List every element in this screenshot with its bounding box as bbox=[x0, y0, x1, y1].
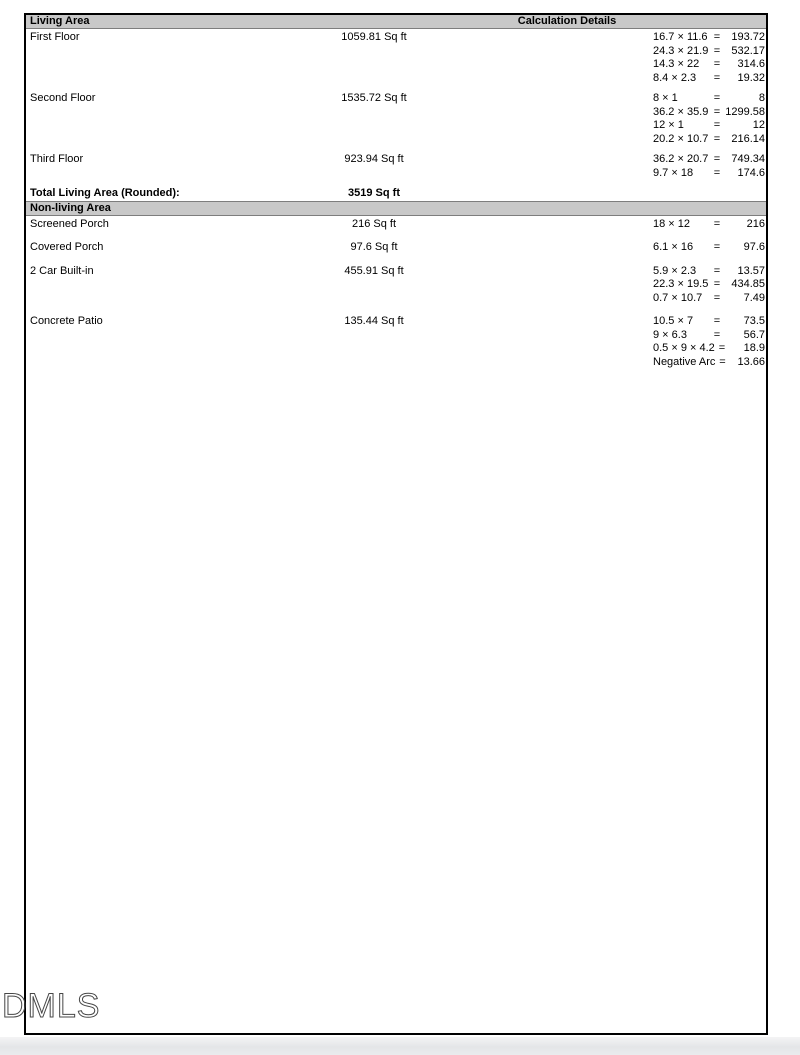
entry-area: 455.91 Sq ft bbox=[344, 264, 404, 277]
section-title: Living Area bbox=[30, 15, 90, 27]
entry-row bbox=[26, 265, 766, 306]
equals-sign: = bbox=[713, 44, 721, 57]
equals-sign: = bbox=[713, 264, 721, 277]
calc-result: 532.17 bbox=[731, 44, 765, 57]
dmls-watermark-text: DMLS bbox=[2, 987, 101, 1025]
entry-row bbox=[26, 241, 766, 255]
equals-sign: = bbox=[713, 119, 721, 131]
calc-expression: 14.3 × 22 bbox=[653, 58, 700, 70]
calc-line bbox=[653, 292, 765, 306]
calc-lines bbox=[653, 153, 765, 180]
equals-sign: = bbox=[713, 153, 721, 165]
calc-line bbox=[653, 167, 765, 181]
calc-result: 174.6 bbox=[737, 166, 765, 179]
equals-sign: = bbox=[713, 71, 721, 84]
entry-area: 923.94 Sq ft bbox=[344, 153, 404, 165]
calc-result: 18.9 bbox=[743, 342, 765, 354]
equals-sign: = bbox=[713, 291, 721, 304]
calc-expression: 9.7 × 18 bbox=[653, 166, 694, 179]
entry-name: Screened Porch bbox=[30, 217, 109, 230]
equals-sign: = bbox=[713, 328, 721, 341]
entry-area: 216 Sq ft bbox=[351, 217, 397, 230]
entry-area: 97.6 Sq ft bbox=[350, 241, 398, 253]
calc-expression: 6.1 × 16 bbox=[653, 241, 694, 253]
section-header-bar bbox=[26, 201, 766, 216]
calc-result: 216 bbox=[746, 217, 765, 230]
calc-result: 7.49 bbox=[743, 291, 765, 304]
entry-area: 1059.81 Sq ft bbox=[341, 31, 407, 43]
entry-name: 2 Car Built-in bbox=[30, 264, 94, 277]
calc-line bbox=[653, 329, 765, 343]
calc-result: 749.34 bbox=[731, 153, 765, 165]
equals-sign: = bbox=[713, 315, 721, 327]
dmls-watermark bbox=[0, 986, 120, 1028]
calc-line bbox=[653, 315, 765, 329]
calc-line bbox=[653, 119, 765, 133]
calc-result: 13.66 bbox=[737, 355, 765, 368]
section-living bbox=[26, 15, 766, 201]
calc-expression: 9 × 6.3 bbox=[653, 328, 687, 341]
calc-result: 314.6 bbox=[737, 58, 765, 70]
calc-expression: 24.3 × 21.9 bbox=[653, 44, 709, 57]
calc-result: 19.32 bbox=[737, 71, 765, 84]
calc-result: 12 bbox=[752, 119, 765, 131]
calc-line bbox=[653, 356, 765, 370]
calc-result: 56.7 bbox=[743, 328, 765, 341]
equals-sign: = bbox=[713, 105, 721, 118]
calc-lines bbox=[653, 265, 765, 306]
calc-expression: 0.5 × 9 × 4.2 bbox=[653, 342, 715, 354]
equals-sign: = bbox=[713, 58, 721, 70]
calc-line bbox=[653, 342, 765, 356]
calc-line bbox=[653, 133, 765, 147]
total-row bbox=[26, 187, 766, 201]
calc-line bbox=[653, 278, 765, 292]
section-header-bar bbox=[26, 15, 766, 29]
entry-area: 135.44 Sq ft bbox=[344, 315, 404, 327]
section-entries bbox=[26, 216, 766, 370]
equals-sign: = bbox=[713, 92, 721, 104]
calc-line bbox=[653, 45, 765, 59]
calc-details-header: Calculation Details bbox=[517, 15, 617, 27]
entry-row bbox=[26, 315, 766, 369]
entry-area: 1535.72 Sq ft bbox=[341, 92, 407, 104]
calc-line bbox=[653, 72, 765, 86]
entry-row bbox=[26, 218, 766, 232]
equals-sign: = bbox=[718, 342, 726, 354]
section-nonliving bbox=[26, 201, 766, 370]
area-report-table bbox=[24, 13, 768, 1035]
entry-name: Covered Porch bbox=[30, 241, 104, 253]
entry-name: Third Floor bbox=[30, 153, 84, 165]
calc-expression: 18 × 12 bbox=[653, 217, 691, 230]
entry-row bbox=[26, 153, 766, 180]
calc-lines bbox=[653, 218, 765, 232]
calc-expression: 16.7 × 11.6 bbox=[653, 31, 708, 43]
entry-row bbox=[26, 92, 766, 146]
calc-result: 8 bbox=[758, 92, 765, 104]
calc-lines bbox=[653, 315, 765, 369]
calc-expression: 10.5 × 7 bbox=[653, 315, 694, 327]
calc-line bbox=[653, 92, 765, 106]
total-label: Total Living Area (Rounded): bbox=[30, 187, 180, 199]
calc-line bbox=[653, 265, 765, 279]
calc-result: 193.72 bbox=[731, 31, 765, 43]
calc-line bbox=[653, 241, 765, 255]
calc-result: 13.57 bbox=[737, 264, 765, 277]
section-entries bbox=[26, 29, 766, 180]
calc-line bbox=[653, 58, 765, 72]
calc-result: 73.5 bbox=[743, 315, 765, 327]
equals-sign: = bbox=[713, 132, 721, 145]
entry-row bbox=[26, 31, 766, 85]
calc-expression: 36.2 × 35.9 bbox=[653, 105, 709, 118]
entry-name: First Floor bbox=[30, 31, 80, 43]
section-title: Non-living Area bbox=[30, 201, 111, 214]
calc-result: 434.85 bbox=[731, 278, 765, 290]
calc-line bbox=[653, 153, 765, 167]
calc-line bbox=[653, 31, 765, 45]
calc-expression: 8.4 × 2.3 bbox=[653, 71, 697, 84]
calc-expression: 36.2 × 20.7 bbox=[653, 153, 709, 165]
total-value: 3519 Sq ft bbox=[348, 187, 400, 199]
entry-name: Second Floor bbox=[30, 92, 96, 104]
calc-lines bbox=[653, 92, 765, 146]
equals-sign: = bbox=[713, 241, 721, 253]
equals-sign: = bbox=[719, 355, 726, 368]
equals-sign: = bbox=[713, 278, 721, 290]
calc-expression: 5.9 × 2.3 bbox=[653, 264, 697, 277]
equals-sign: = bbox=[713, 166, 721, 179]
calc-lines bbox=[653, 241, 765, 255]
calc-lines bbox=[653, 31, 765, 85]
calc-expression: 8 × 1 bbox=[653, 92, 678, 104]
calc-expression: 0.7 × 10.7 bbox=[653, 291, 703, 304]
calc-result: 97.6 bbox=[743, 241, 765, 253]
calc-expression: 22.3 × 19.5 bbox=[653, 278, 709, 290]
calc-line bbox=[653, 218, 765, 232]
page-bottom-edge bbox=[0, 1037, 800, 1055]
equals-sign: = bbox=[713, 31, 721, 43]
calc-result: 1299.58 bbox=[725, 105, 765, 118]
calc-expression: 20.2 × 10.7 bbox=[653, 132, 709, 145]
calc-line bbox=[653, 106, 765, 120]
calc-expression: 12 × 1 bbox=[653, 119, 684, 131]
calc-result: 216.14 bbox=[731, 132, 765, 145]
calc-expression: Negative Arc bbox=[653, 355, 716, 368]
entry-name: Concrete Patio bbox=[30, 315, 103, 327]
equals-sign: = bbox=[713, 217, 721, 230]
